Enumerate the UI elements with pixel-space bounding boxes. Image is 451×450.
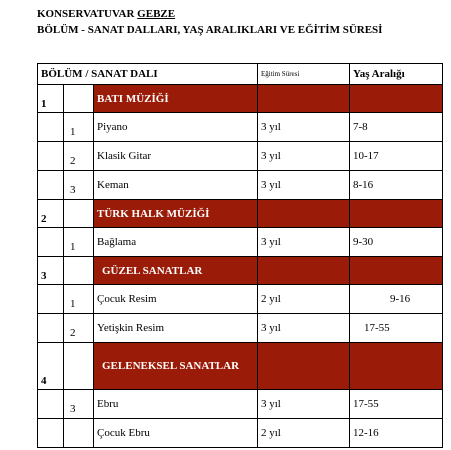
section-number: 1: [38, 85, 64, 113]
document-title: [37, 8, 382, 21]
item-number: 3: [64, 390, 94, 419]
item-dal: Çocuk Ebru: [94, 419, 258, 448]
section-band: [350, 257, 443, 285]
blank-cell: [38, 171, 64, 200]
item-dal: Çocuk Resim: [94, 285, 258, 314]
section-blank: [64, 257, 94, 285]
blank-cell: [38, 142, 64, 171]
item-number: 1: [64, 228, 94, 257]
section-band: [258, 257, 350, 285]
section-blank: [64, 343, 94, 390]
blank-cell: [38, 314, 64, 343]
item-sure: 3 yıl: [258, 113, 350, 142]
item-yas: 12-16: [350, 419, 443, 448]
item-dal: Yetişkin Resim: [94, 314, 258, 343]
table-row: [38, 228, 443, 257]
section-name: GELENEKSEL SANATLAR: [94, 343, 258, 390]
item-yas: 17-55: [350, 314, 443, 343]
table-row: [38, 285, 443, 314]
table-row: [38, 142, 443, 171]
item-number: 1: [64, 285, 94, 314]
section-band: [258, 200, 350, 228]
section-name: BATI MÜZİĞİ: [94, 85, 258, 113]
section-name: GÜZEL SANATLAR: [94, 257, 258, 285]
item-yas: 8-16: [350, 171, 443, 200]
header-bolum-dal: [38, 64, 258, 85]
item-sure: 3 yıl: [258, 171, 350, 200]
title-prefix: KONSERVATUVAR: [37, 8, 138, 20]
item-dal: Klasik Gitar: [94, 142, 258, 171]
section-row: [38, 257, 443, 285]
blank-cell: [38, 419, 64, 448]
item-dal: Keman: [94, 171, 258, 200]
section-row: [38, 343, 443, 390]
item-sure: 3 yıl: [258, 314, 350, 343]
section-row: [38, 85, 443, 113]
table-row: [38, 419, 443, 448]
document-header: [37, 8, 382, 37]
item-yas: 10-17: [350, 142, 443, 171]
item-number: 3: [64, 171, 94, 200]
item-yas: 17-55: [350, 390, 443, 419]
table-row: [38, 390, 443, 419]
section-band: [350, 85, 443, 113]
item-number: 2: [64, 142, 94, 171]
program-table: [37, 63, 443, 448]
item-dal: Ebru: [94, 390, 258, 419]
item-sure: 3 yıl: [258, 228, 350, 257]
section-band: [350, 200, 443, 228]
item-dal: Bağlama: [94, 228, 258, 257]
section-band: [350, 343, 443, 390]
item-sure: 3 yıl: [258, 390, 350, 419]
section-blank: [64, 200, 94, 228]
item-sure: 2 yıl: [258, 419, 350, 448]
table-row: [38, 113, 443, 142]
blank-cell: [38, 390, 64, 419]
item-dal: Piyano: [94, 113, 258, 142]
table-header-row: [38, 64, 443, 85]
section-blank: [64, 85, 94, 113]
blank-cell: [38, 228, 64, 257]
item-sure: 2 yıl: [258, 285, 350, 314]
header-sure: Eğitim Süresi: [258, 64, 350, 85]
item-sure: 3 yıl: [258, 142, 350, 171]
item-number: 2: [64, 314, 94, 343]
blank-cell: [38, 113, 64, 142]
title-city: GEBZE: [137, 8, 176, 20]
section-band: [258, 343, 350, 390]
section-number: 3: [38, 257, 64, 285]
section-number: 2: [38, 200, 64, 228]
item-yas: 9-16: [350, 285, 443, 314]
item-number: 1: [64, 113, 94, 142]
header-yas: Yaş Aralığı: [350, 64, 443, 85]
table-row: [38, 314, 443, 343]
blank-cell: [38, 285, 64, 314]
item-yas: 7-8: [350, 113, 443, 142]
section-name: TÜRK HALK MÜZİĞİ: [94, 200, 258, 228]
section-number: 4: [38, 343, 64, 390]
header-bolum: BÖLÜM: [41, 68, 83, 80]
header-dal: / SANAT DALI: [85, 68, 158, 80]
item-yas: 9-30: [350, 228, 443, 257]
document-subtitle: BÖLÜM - SANAT DALLARI, YAŞ ARALIKLARI VE EĞİTİM SÜRESİ: [37, 24, 383, 36]
item-number: [64, 419, 94, 448]
section-band: [258, 85, 350, 113]
table-row: [38, 171, 443, 200]
section-row: [38, 200, 443, 228]
